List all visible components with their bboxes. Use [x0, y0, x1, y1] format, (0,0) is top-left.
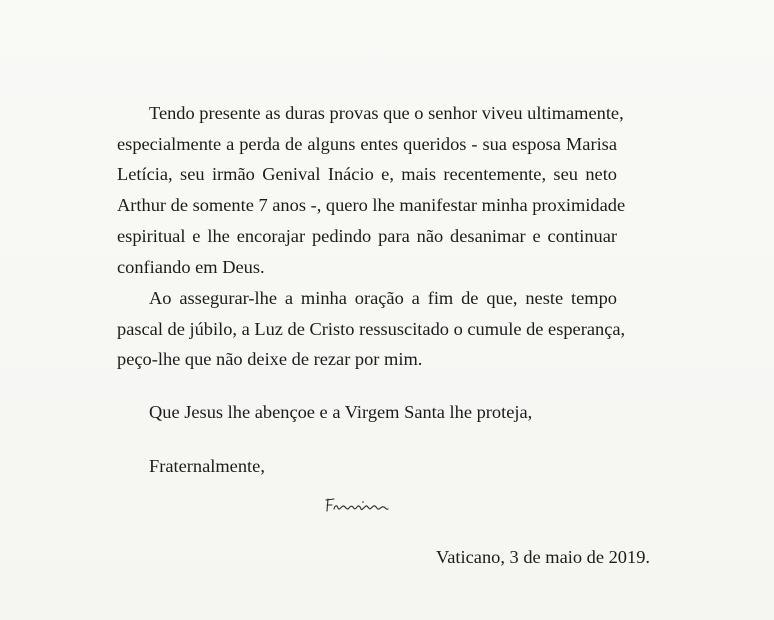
paragraph-2-line-3: peço-lhe que não deixe de rezar por mim. [117, 349, 423, 370]
paragraph-1-line-5: espiritual e lhe encorajar pedindo para não desanimar e continuar [117, 225, 617, 246]
paragraph-2-line-1: Ao assegurar-lhe a minha oração a fim de que, neste tempo [149, 288, 617, 308]
place-and-date: Vaticano, 3 de maio de 2019. [436, 547, 650, 567]
paragraph-1-line-6: confiando em Deus. [117, 256, 265, 277]
paragraph-1-line-1: Tendo presente as duras provas que o senhor viveu ultimamente, [149, 103, 624, 123]
paragraph-1 [117, 98, 626, 282]
paragraph-2 [117, 283, 626, 375]
closing-blessing: Que Jesus lhe abençoe e a Virgem Santa lhe proteja, [149, 402, 533, 422]
paragraph-1-line-3: Letícia, seu irmão Genival Inácio e, mais recentemente, seu neto [117, 164, 617, 185]
paragraph-1-line-4: Arthur de somente 7 anos -, quero lhe manifestar minha proximidade [117, 195, 626, 216]
paragraph-1-line-2: especialmente a perda de alguns entes queridos - sua esposa Marisa [117, 133, 617, 154]
paragraph-2-line-2: pascal de júbilo, a Luz de Cristo ressuscitado o cumule de esperança, [117, 318, 626, 339]
handwritten-signature [322, 491, 392, 519]
closing-greeting: Fraternalmente, [149, 456, 265, 476]
